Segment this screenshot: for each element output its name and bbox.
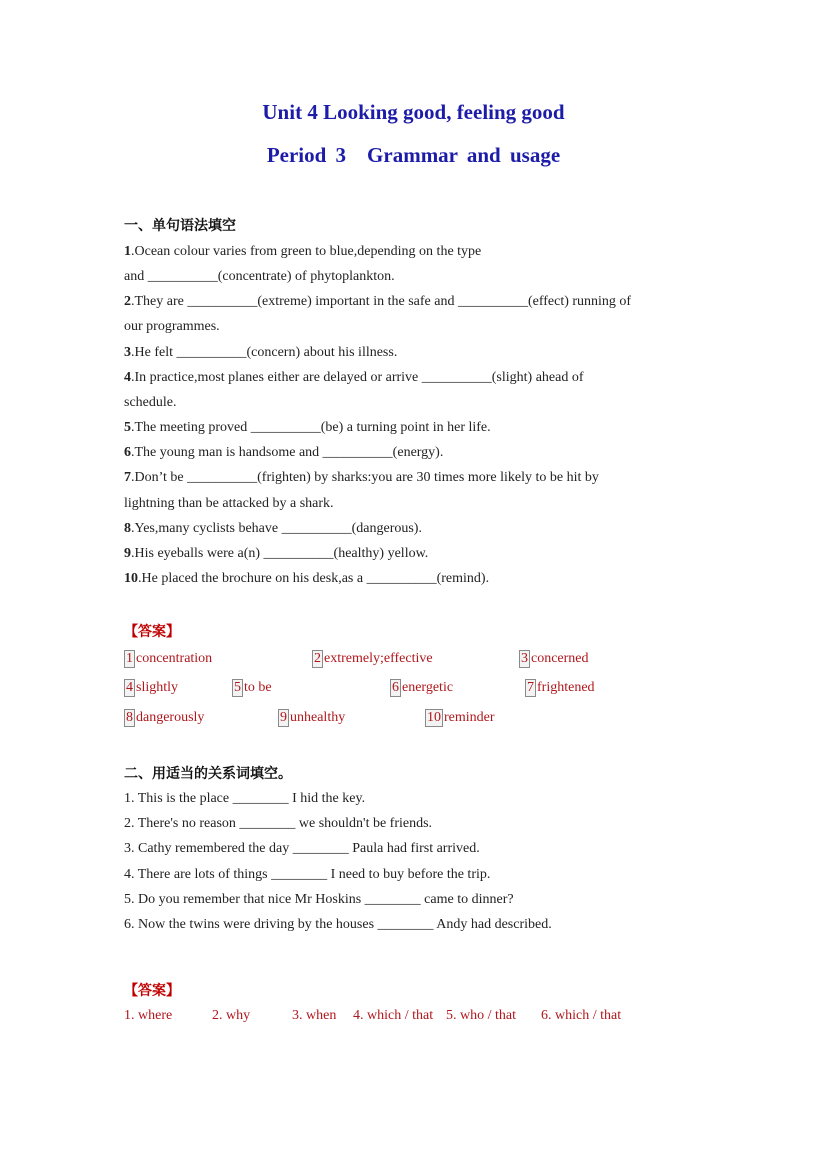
question-line: lightning than be attacked by a shark. [124, 496, 334, 511]
question-line: 10.He placed the brochure on his desk,as a __________(remind). [124, 571, 490, 586]
question-line: 1. This is the place ________ I hid the key. [124, 791, 366, 806]
question-line: our programmes. [124, 319, 220, 334]
answer-item: 8 dangerously [126, 710, 205, 725]
question-line: 7.Don’t be __________(frighten) by sharks:you are 30 times more likely to be hit by [124, 470, 599, 485]
question-line: 3. Cathy remembered the day ________ Paula had first arrived. [124, 841, 480, 856]
question-line: and __________(concentrate) of phytoplankton. [124, 269, 395, 284]
answer-item: 1 concentration [126, 651, 213, 666]
answer-item: 4. which / that [353, 1008, 434, 1023]
question-line: 4.In practice,most planes either are delayed or arrive __________(slight) ahead of [124, 370, 584, 385]
question-line: 4. There are lots of things ________ I need to buy before the trip. [124, 867, 491, 882]
answer-item: 4 slightly [126, 680, 179, 695]
answer-item: 7 frightened [527, 680, 595, 695]
question-line: 9.His eyeballs were a(n) __________(healthy) yellow. [124, 546, 429, 561]
question-line: 5. Do you remember that nice Mr Hoskins ________ came to dinner? [124, 892, 514, 907]
question-line: 2.They are __________(extreme) important in the safe and __________(effect) running of [124, 294, 632, 309]
question-line: schedule. [124, 395, 177, 410]
answer-item: 6 energetic [392, 680, 454, 695]
answer-item: 9 unhealthy [280, 710, 346, 725]
section2-heading: 二、用适当的关系词填空。 [124, 766, 292, 782]
question-line: 1.Ocean colour varies from green to blue,depending on the type [124, 244, 482, 259]
question-line: 3.He felt __________(concern) about his illness. [124, 345, 398, 360]
answer-item: 3. when [292, 1008, 337, 1023]
answer-heading: 【答案】 [124, 983, 180, 999]
answer-item: 10 reminder [427, 710, 495, 725]
answer-item: 5 to be [234, 680, 272, 695]
document-subtitle: Period 3 Grammar and usage [266, 143, 561, 167]
answer-item: 6. which / that [541, 1008, 622, 1023]
question-line: 5.The meeting proved __________(be) a turning point in her life. [124, 420, 491, 435]
question-line: 2. There's no reason ________ we shouldn't be friends. [124, 816, 433, 831]
answer-item: 1. where [124, 1008, 173, 1023]
answer-item: 5. who / that [446, 1008, 516, 1023]
question-line: 6.The young man is handsome and __________(energy). [124, 445, 444, 460]
answer-item: 3 concerned [521, 651, 589, 666]
section1-heading: 一、单句语法填空 [124, 218, 236, 234]
question-line: 8.Yes,many cyclists behave __________(dangerous). [124, 521, 422, 536]
document-title: Unit 4 Looking good, feeling good [262, 100, 565, 124]
question-line: 6. Now the twins were driving by the houses ________ Andy had described. [124, 917, 552, 932]
answer-item: 2 extremely;effective [314, 651, 433, 666]
answer-heading: 【答案】 [124, 624, 180, 640]
answer-item: 2. why [212, 1008, 251, 1023]
